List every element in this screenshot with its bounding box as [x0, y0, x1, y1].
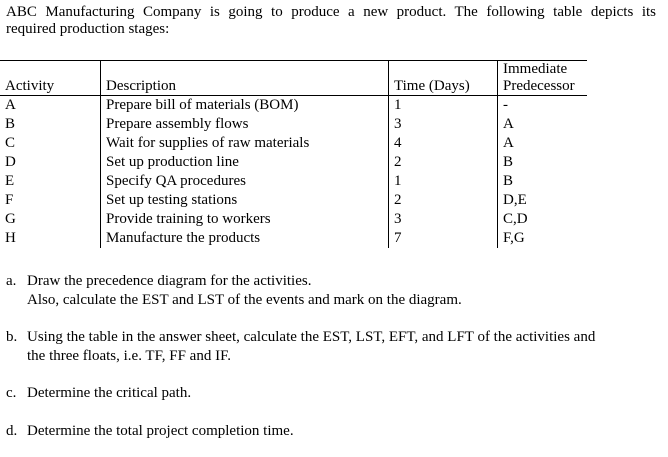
question-a-label: a.	[6, 273, 17, 289]
cell-time: 4	[389, 134, 498, 153]
cell-predecessor: D,E	[503, 192, 527, 208]
table-header-row	[0, 61, 587, 96]
question-a-line-1: Draw the precedence diagram for the activities.	[27, 273, 312, 289]
question-d-label: d.	[6, 423, 18, 439]
intro-paragraph	[6, 4, 656, 38]
cell-description: Provide training to workers	[101, 210, 389, 229]
cell-predecessor: -	[503, 97, 508, 113]
question-d	[6, 422, 294, 441]
question-c-label: c.	[6, 385, 17, 401]
table-row	[0, 96, 587, 116]
question-a-line-2: Also, calculate the EST and LST of the events and mark on the diagram.	[27, 292, 462, 308]
question-b-label: b.	[6, 329, 18, 345]
header-predecessor-line-1: Immediate	[503, 61, 568, 77]
table-row	[0, 191, 587, 210]
header-description: Description	[101, 61, 389, 96]
cell-time: 3	[389, 115, 498, 134]
cell-activity: F	[0, 191, 101, 210]
cell-time: 1	[389, 172, 498, 191]
cell-activity: C	[0, 134, 101, 153]
cell-activity: G	[0, 210, 101, 229]
question-b-line-2: the three floats, i.e. TF, FF and IF.	[27, 348, 231, 364]
cell-description: Set up production line	[101, 153, 389, 172]
cell-time: 7	[389, 229, 498, 248]
intro-line-2: required production stages:	[6, 21, 170, 37]
question-c-line-1: Determine the critical path.	[27, 385, 192, 401]
header-predecessor-line-2: Predecessor	[503, 78, 575, 94]
cell-description: Prepare assembly flows	[101, 115, 389, 134]
production-stages-table	[0, 60, 587, 248]
question-b	[6, 328, 668, 366]
question-d-line-1: Determine the total project completion time.	[27, 423, 294, 439]
cell-predecessor: B	[503, 173, 514, 189]
table-row	[0, 229, 587, 248]
cell-predecessor: C,D	[503, 211, 528, 227]
question-c	[6, 384, 191, 403]
cell-time: 1	[389, 96, 498, 116]
cell-activity: H	[0, 229, 101, 248]
intro-line-1: ABC Manufacturing Company is going to produce a new product. The following table depicts its	[6, 4, 656, 20]
cell-predecessor: F,G	[503, 230, 525, 246]
cell-activity: E	[0, 172, 101, 191]
cell-activity: B	[0, 115, 101, 134]
cell-description: Set up testing stations	[101, 191, 389, 210]
header-activity: Activity	[0, 61, 101, 96]
cell-time: 2	[389, 191, 498, 210]
cell-activity: D	[0, 153, 101, 172]
cell-predecessor: A	[503, 116, 514, 132]
question-a	[6, 272, 462, 310]
header-time: Time (Days)	[389, 61, 498, 96]
table-row	[0, 134, 587, 153]
header-predecessor	[498, 61, 588, 96]
cell-description: Prepare bill of materials (BOM)	[101, 96, 389, 116]
cell-activity: A	[0, 96, 101, 116]
cell-time: 3	[389, 210, 498, 229]
cell-description: Wait for supplies of raw materials	[101, 134, 389, 153]
table-row	[0, 153, 587, 172]
cell-description: Manufacture the products	[101, 229, 389, 248]
table-row	[0, 172, 587, 191]
table-row	[0, 210, 587, 229]
cell-predecessor: B	[503, 154, 514, 170]
question-b-line-1: Using the table in the answer sheet, calculate the EST, LST, EFT, and LFT of the activities and	[27, 329, 596, 345]
cell-description: Specify QA procedures	[101, 172, 389, 191]
cell-time: 2	[389, 153, 498, 172]
cell-predecessor: A	[503, 135, 514, 151]
table-row	[0, 115, 587, 134]
